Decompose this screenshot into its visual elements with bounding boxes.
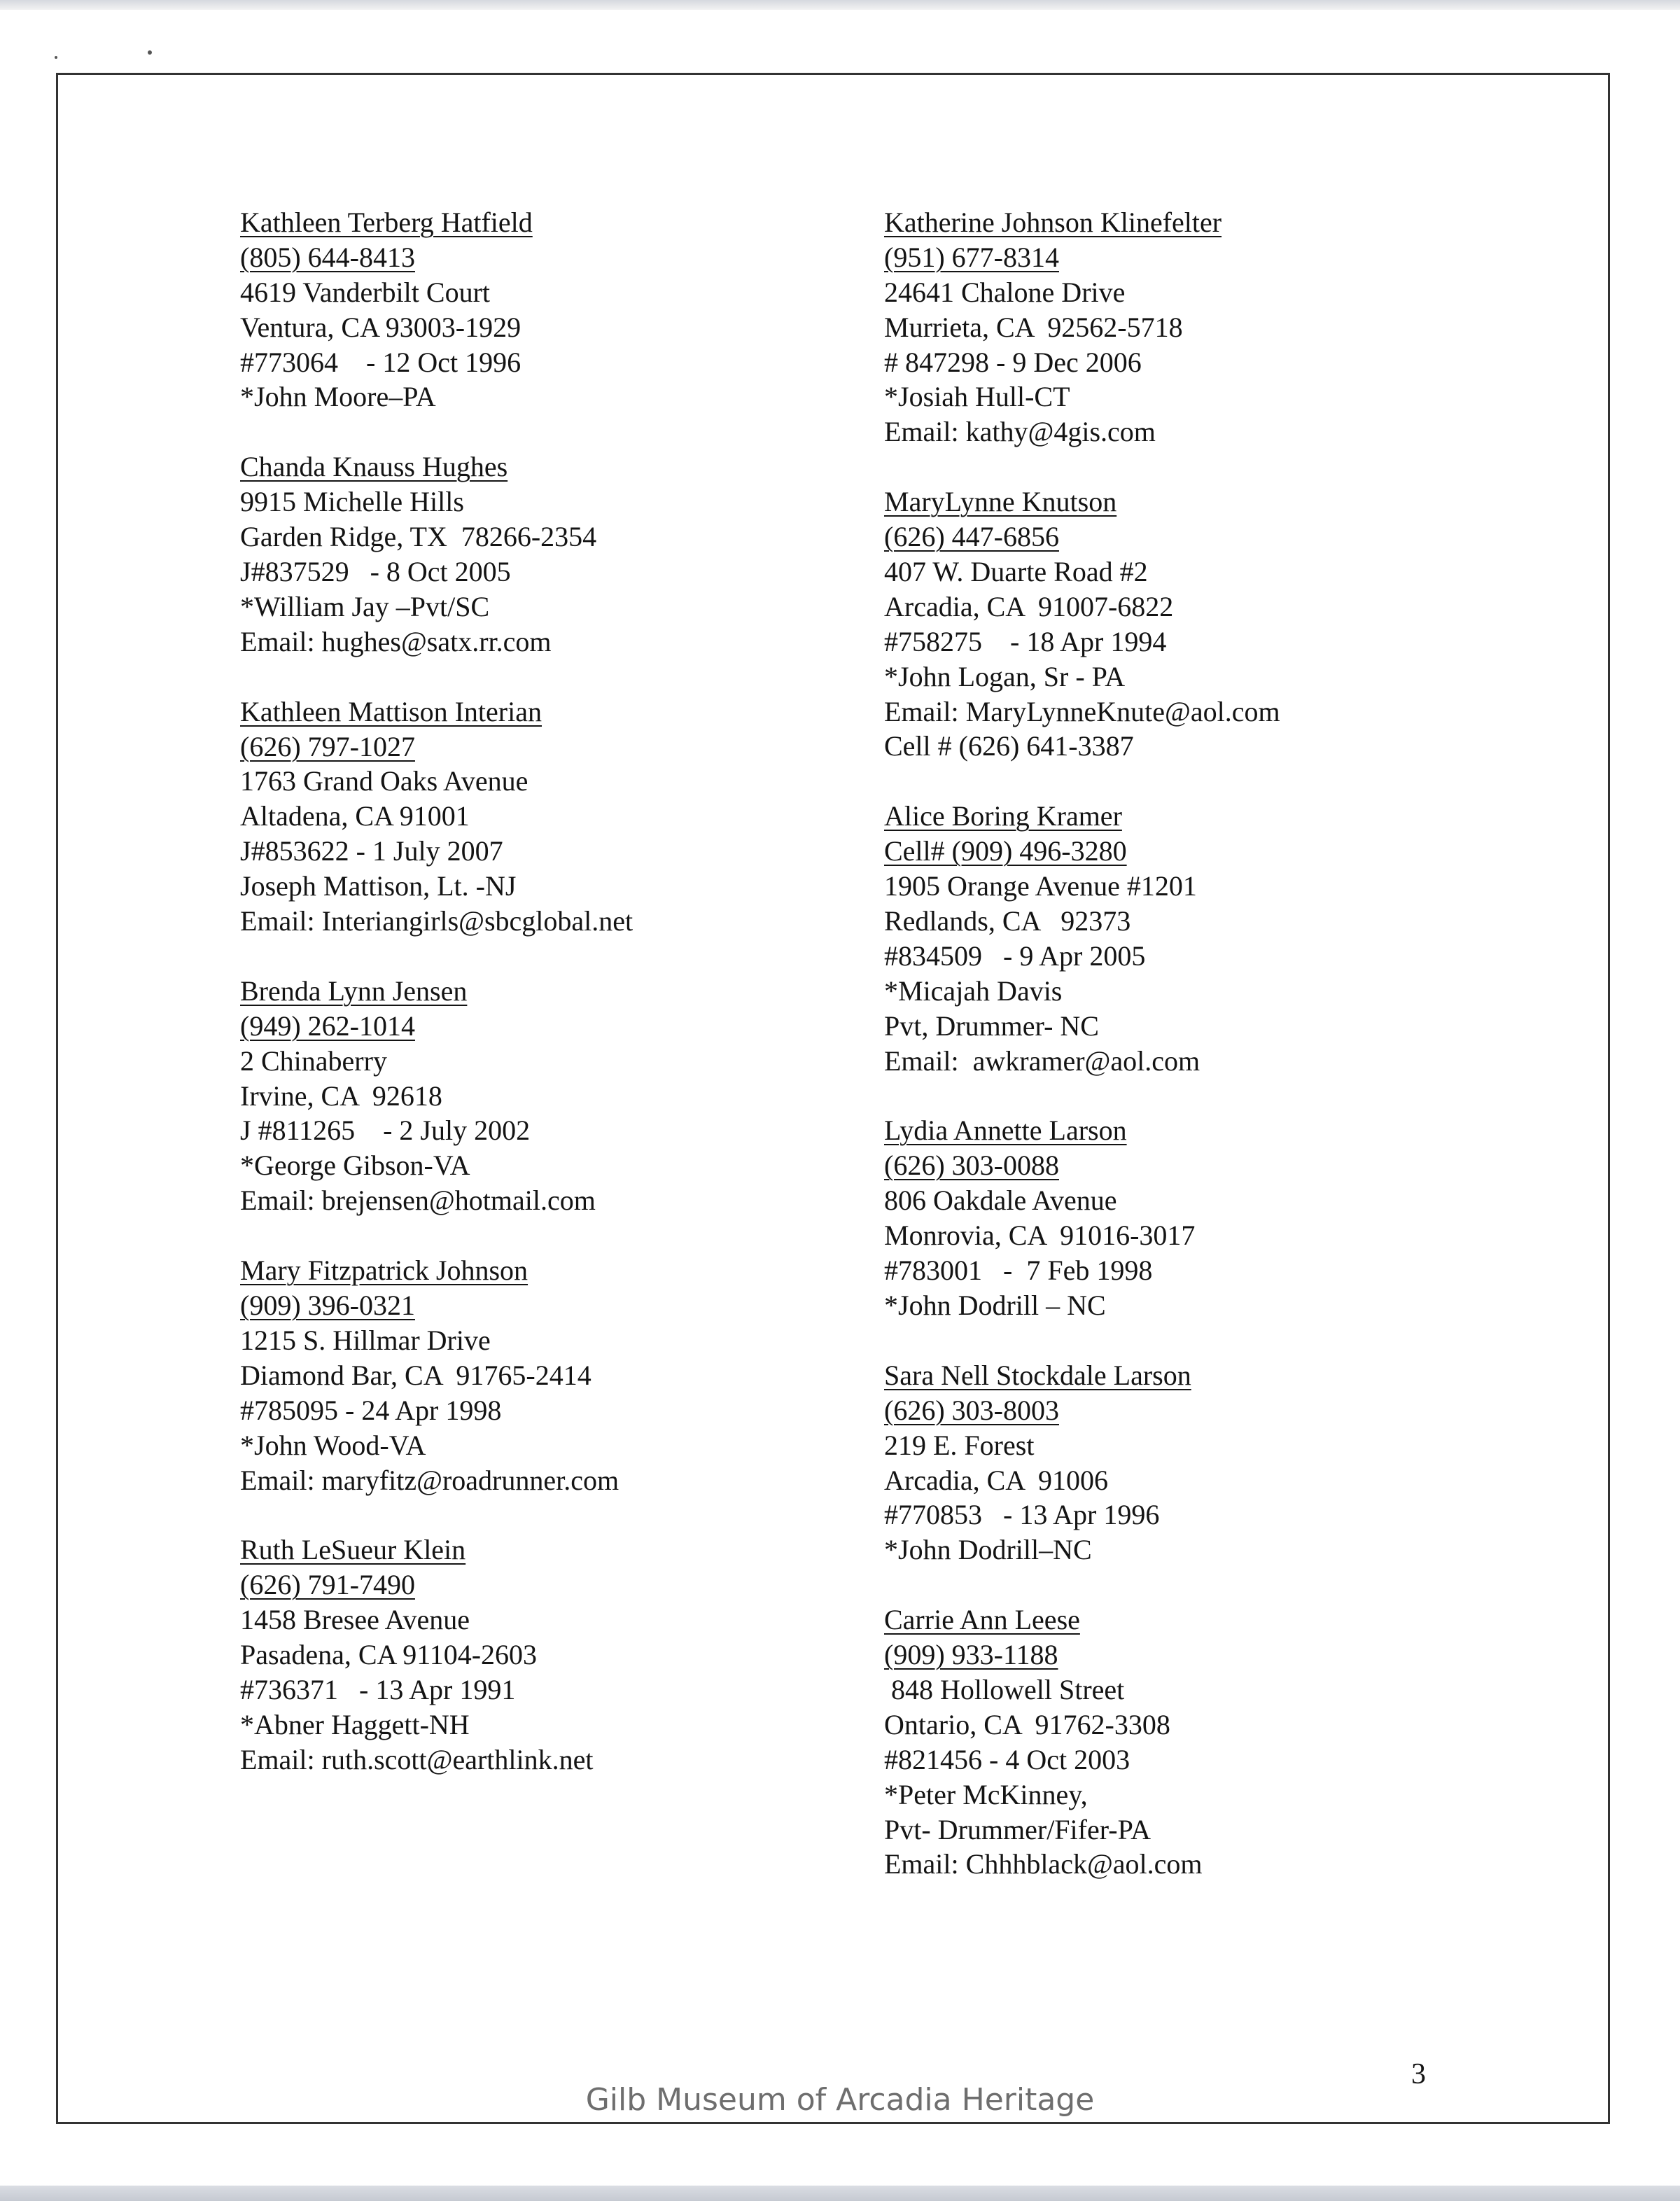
member-detail-line: #821456 - 4 Oct 2003 <box>884 1743 1130 1775</box>
member-detail-line: *Abner Haggett-NH <box>240 1708 470 1740</box>
member-detail-line: *John Dodrill–NC <box>884 1534 1092 1566</box>
member-detail-line: Email: ruth.scott@earthlink.net <box>240 1743 594 1775</box>
member-detail-line: #773064 - 12 Oct 1996 <box>240 346 522 378</box>
member-detail-line: Email: Chhhblack@aol.com <box>884 1848 1203 1880</box>
member-detail-line: 1458 Bresee Avenue <box>240 1604 470 1636</box>
member-detail-line: Email: hughes@satx.rr.com <box>240 625 552 657</box>
member-detail-line: 1763 Grand Oaks Avenue <box>240 765 528 797</box>
member-detail-line: Pvt, Drummer- NC <box>884 1009 1099 1042</box>
member-detail-line: Pasadena, CA 91104-2603 <box>240 1639 538 1671</box>
member-detail-line: 9915 Michelle Hills <box>240 486 464 518</box>
member-detail-line: Redlands, CA 92373 <box>884 905 1131 937</box>
member-detail-line: Email: maryfitz@roadrunner.com <box>240 1464 620 1496</box>
member-detail-line: Monrovia, CA 91016-3017 <box>884 1220 1196 1252</box>
member-phone: (626) 303-0088 <box>884 1150 1059 1182</box>
member-detail-line: # 847298 - 9 Dec 2006 <box>884 346 1142 378</box>
member-entry <box>884 1358 1416 1567</box>
member-detail-line: Joseph Mattison, Lt. -NJ <box>240 870 517 902</box>
member-detail-line: *William Jay –Pvt/SC <box>240 590 490 622</box>
scan-edge-bottom <box>0 2186 1680 2201</box>
member-name: MaryLynne Knutson <box>884 486 1117 518</box>
member-detail-line: *John Dodrill – NC <box>884 1289 1106 1321</box>
member-entry <box>884 205 1416 449</box>
member-detail-line: 848 Hollowell Street <box>884 1673 1125 1705</box>
member-entry <box>240 449 744 659</box>
member-entry <box>240 205 744 414</box>
member-detail-line: Irvine, CA 92618 <box>240 1079 442 1112</box>
member-name: Katherine Johnson Klinefelter <box>884 207 1222 238</box>
member-entry <box>884 1113 1416 1322</box>
member-detail-line: Email: brejensen@hotmail.com <box>240 1185 596 1217</box>
member-detail-line: *Josiah Hull-CT <box>884 381 1070 413</box>
member-detail-line: Email: awkramer@aol.com <box>884 1044 1200 1077</box>
member-detail-line: Arcadia, CA 91006 <box>884 1464 1108 1496</box>
member-name: Ruth LeSueur Klein <box>240 1534 466 1566</box>
right-column <box>884 205 1416 1917</box>
member-detail-line: #758275 - 18 Apr 1994 <box>884 625 1167 657</box>
member-detail-line: Email: MaryLynneKnute@aol.com <box>884 695 1280 727</box>
member-detail-line: Murrieta, CA 92562-5718 <box>884 311 1183 343</box>
member-name: Kathleen Mattison Interian <box>240 695 542 727</box>
member-detail-line: #834509 - 9 Apr 2005 <box>884 939 1146 972</box>
member-detail-line: *Micajah Davis <box>884 974 1063 1007</box>
member-detail-line: Diamond Bar, CA 91765-2414 <box>240 1359 592 1391</box>
member-detail-line: Altadena, CA 91001 <box>240 800 470 832</box>
member-detail-line: 2 Chinaberry <box>240 1044 387 1077</box>
left-column <box>240 205 744 1812</box>
member-detail-line: 806 Oakdale Avenue <box>884 1185 1117 1217</box>
member-name: Mary Fitzpatrick Johnson <box>240 1255 528 1287</box>
member-name: Chanda Knauss Hughes <box>240 451 508 483</box>
member-detail-line: *John Logan, Sr - PA <box>884 660 1126 692</box>
member-phone: (626) 797-1027 <box>240 730 415 762</box>
member-entry <box>240 694 744 939</box>
member-name: Brenda Lynn Jensen <box>240 974 468 1007</box>
member-phone: (626) 447-6856 <box>884 521 1059 553</box>
member-phone: (909) 396-0321 <box>240 1290 415 1322</box>
member-detail-line: 24641 Chalone Drive <box>884 276 1126 308</box>
member-name: Alice Boring Kramer <box>884 800 1122 832</box>
member-detail-line: #785095 - 24 Apr 1998 <box>240 1394 502 1426</box>
member-detail-line: *Peter McKinney, <box>884 1778 1088 1810</box>
member-phone: (909) 933-1188 <box>884 1639 1058 1671</box>
member-detail-line: Ventura, CA 93003-1929 <box>240 311 522 343</box>
member-detail-line: #783001 - 7 Feb 1998 <box>884 1255 1153 1287</box>
member-detail-line: 219 E. Forest <box>884 1429 1035 1461</box>
member-detail-line: *John Wood-VA <box>240 1429 426 1461</box>
member-detail-line: Garden Ridge, TX 78266-2354 <box>240 521 597 553</box>
member-detail-line: Pvt- Drummer/Fifer-PA <box>884 1813 1152 1845</box>
member-entry <box>240 974 744 1218</box>
member-detail-line: Email: Interiangirls@sbcglobal.net <box>240 905 634 937</box>
member-detail-line: 407 W. Duarte Road #2 <box>884 556 1148 588</box>
member-detail-line: J#837529 - 8 Oct 2005 <box>240 556 511 588</box>
member-detail-line: Cell # (626) 641-3387 <box>884 730 1134 762</box>
scan-speck <box>55 56 57 59</box>
member-detail-line: #770853 - 13 Apr 1996 <box>884 1499 1160 1531</box>
member-phone: Cell# (909) 496-3280 <box>884 835 1127 867</box>
member-detail-line: 1215 S. Hillmar Drive <box>240 1324 491 1356</box>
member-detail-line: Email: kathy@4gis.com <box>884 416 1156 448</box>
member-detail-line: #736371 - 13 Apr 1991 <box>240 1673 516 1705</box>
member-entry <box>884 1602 1416 1882</box>
member-name: Kathleen Terberg Hatfield <box>240 207 533 238</box>
member-phone: (626) 791-7490 <box>240 1569 415 1601</box>
member-detail-line: J#853622 - 1 July 2007 <box>240 835 503 867</box>
member-entry <box>240 1532 744 1777</box>
member-detail-line: Arcadia, CA 91007-6822 <box>884 590 1174 622</box>
member-name: Sara Nell Stockdale Larson <box>884 1359 1191 1391</box>
scan-speck <box>148 50 152 55</box>
member-detail-line: 1905 Orange Avenue #1201 <box>884 870 1197 902</box>
member-entry <box>240 1253 744 1497</box>
member-name: Carrie Ann Leese <box>884 1604 1080 1636</box>
member-detail-line: J #811265 - 2 July 2002 <box>240 1115 531 1147</box>
member-phone: (951) 677-8314 <box>884 241 1059 273</box>
scan-edge-top <box>0 0 1680 10</box>
member-detail-line: *George Gibson-VA <box>240 1150 470 1182</box>
member-phone: (626) 303-8003 <box>884 1394 1059 1426</box>
member-detail-line: *John Moore–PA <box>240 381 436 413</box>
member-entry <box>884 484 1416 764</box>
page-number: 3 <box>1411 2058 1426 2090</box>
member-detail-line: 4619 Vanderbilt Court <box>240 276 491 308</box>
footer-watermark: Gilb Museum of Arcadia Heritage <box>585 2082 1095 2118</box>
member-entry <box>884 799 1416 1078</box>
member-phone: (805) 644-8413 <box>240 241 415 273</box>
member-detail-line: Ontario, CA 91762-3308 <box>884 1708 1170 1740</box>
member-phone: (949) 262-1014 <box>240 1009 415 1042</box>
member-name: Lydia Annette Larson <box>884 1115 1127 1147</box>
